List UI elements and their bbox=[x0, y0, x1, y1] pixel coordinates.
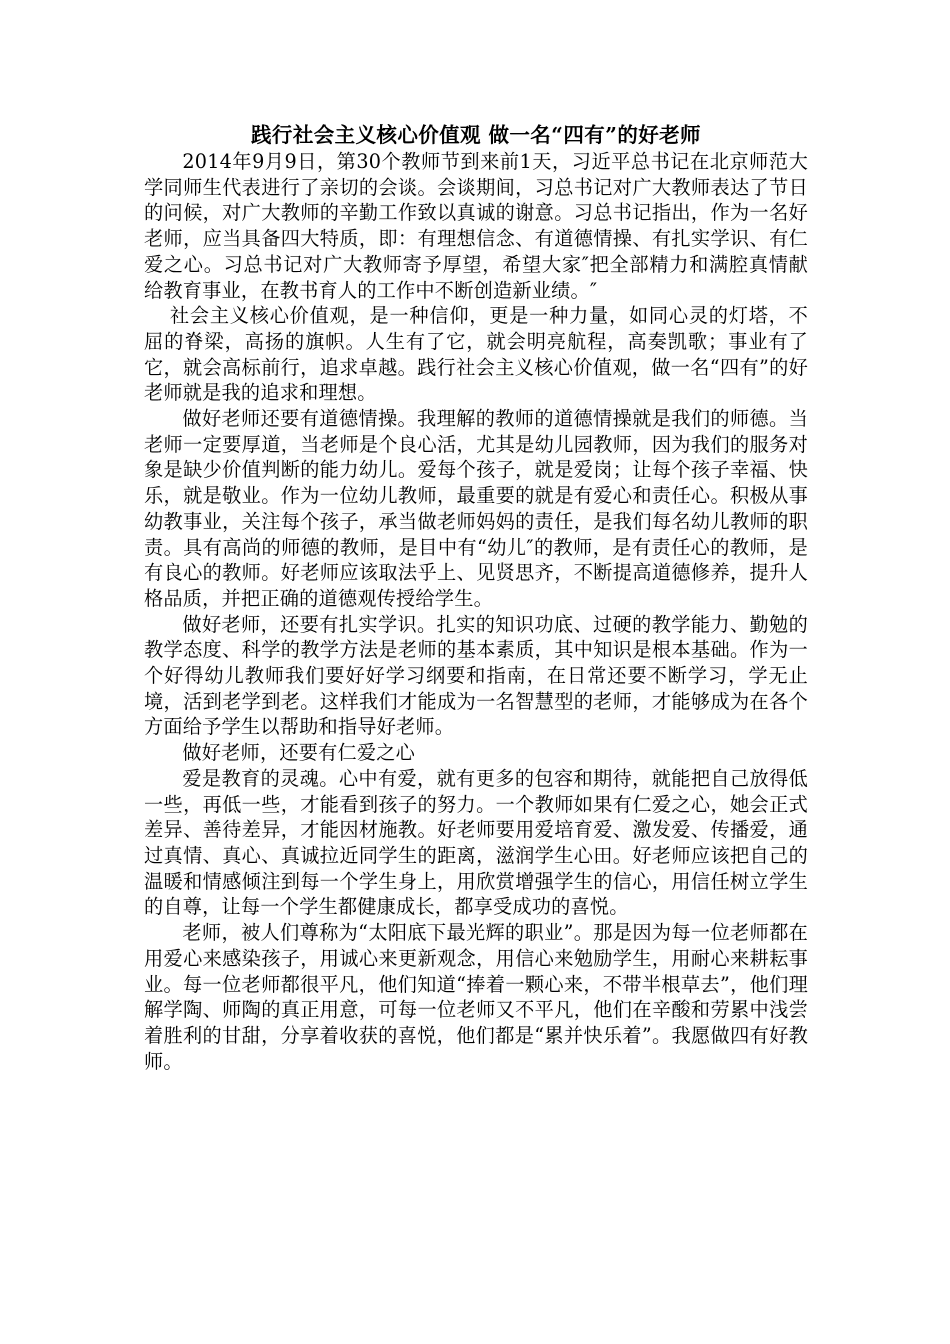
paragraph-conclusion: 老师，被人们尊称为“太阳底下最光辉的职业”。那是因为每一位老师都在用爱心来感染孩子，用诚心来更新观念，用信心来勉励学生，用耐心来耕耘事业。每一位老师都很平凡，他们知道“捧着一颗心来，不带半根草去”，他们理解学陶、师陶的真正用意，可每一位老师又不平凡，他们在辛酸和劳累中浅尝着胜利的甘甜，分享着收获的喜悦，他们都是“累并快乐着”。我愿做四有好教师。 bbox=[144, 921, 808, 1073]
paragraph-love: 爱是教育的灵魂。心中有爱，就有更多的包容和期待，就能把自己放得低一些，再低一些，才能看到孩子的努力。一个教师如果有仁爱之心，她会正式差异、善待差异，才能因材施教。好老师要用爱培育爱、激发爱、传播爱，通过真情、真心、真诚拉近同学生的距离，滋润学生心田。好老师应该把自己的温暖和情感倾注到每一个学生身上，用欣赏增强学生的信心，用信任树立学生的自尊，让每一个学生都健康成长，都享受成功的喜悦。 bbox=[144, 766, 808, 919]
document-body bbox=[144, 122, 808, 1074]
paragraph-moral-sentiment: 做好老师还要有道德情操。我理解的教师的道德情操就是我们的师德。当老师一定要厚道，当老师是个良心活，尤其是幼儿园教师，因为我们的服务对象是缺少价值判断的能力幼儿。爱每个孩子，就是爱岗；让每个孩子幸福、快乐，就是敬业。作为一位幼儿教师，最重要的就是有爱心和责任心。积极从事幼教事业，关注每个孩子，承当做老师妈妈的责任，是我们每名幼儿教师的职责。具有高尚的师德的教师，是目中有“幼儿″的教师，是有责任心的教师，是有良心的教师。好老师应该取法乎上、见贤思齐，不断提高道德修养，提升人格品质，并把正确的道德观传授给学生。 bbox=[144, 407, 808, 610]
paragraph-intro: 2014年9月9日，第30个教师节到来前1天，习近平总书记在北京师范大学同师生代表进行了亲切的会谈。会谈期间，习总书记对广大教师表达了节日的问候，对广大教师的辛勤工作致以真诚的谢意。习总书记指出，作为一名好老师，应当具备四大特质，即：有理想信念、有道德情操、有扎实学识、有仁爱之心。习总书记对广大教师寄予厚望，希望大家″把全部精力和满腔真情献给教育事业，在教书育人的工作中不断创造新业绩。″ bbox=[144, 150, 808, 302]
paragraph-core-values: 社会主义核心价值观，是一种信仰，更是一种力量，如同心灵的灯塔，不屈的脊梁，高扬的旗帜。人生有了它，就会明亮航程，高奏凯歌；事业有了它，就会高标前行，追求卓越。践行社会主义核心价值观，做一名“四有”的好老师就是我的追求和理想。 bbox=[144, 304, 808, 405]
paragraph-solid-knowledge: 做好老师，还要有扎实学识。扎实的知识功底、过硬的教学能力、勤勉的教学态度、科学的教学方法是老师的基本素质，其中知识是根本基础。作为一个好得幼儿教师我们要好好学习纲要和指南，在日常还要不断学习，学无止境，活到老学到老。这样我们才能成为一名智慧型的老师，才能够成为在各个方面给予学生以帮助和指导好老师。 bbox=[144, 612, 808, 739]
document-title: 践行社会主义核心价值观 做一名“四有”的好老师 bbox=[251, 123, 701, 147]
paragraph-kindness-heading: 做好老师，还要有仁爱之心 bbox=[182, 741, 416, 765]
